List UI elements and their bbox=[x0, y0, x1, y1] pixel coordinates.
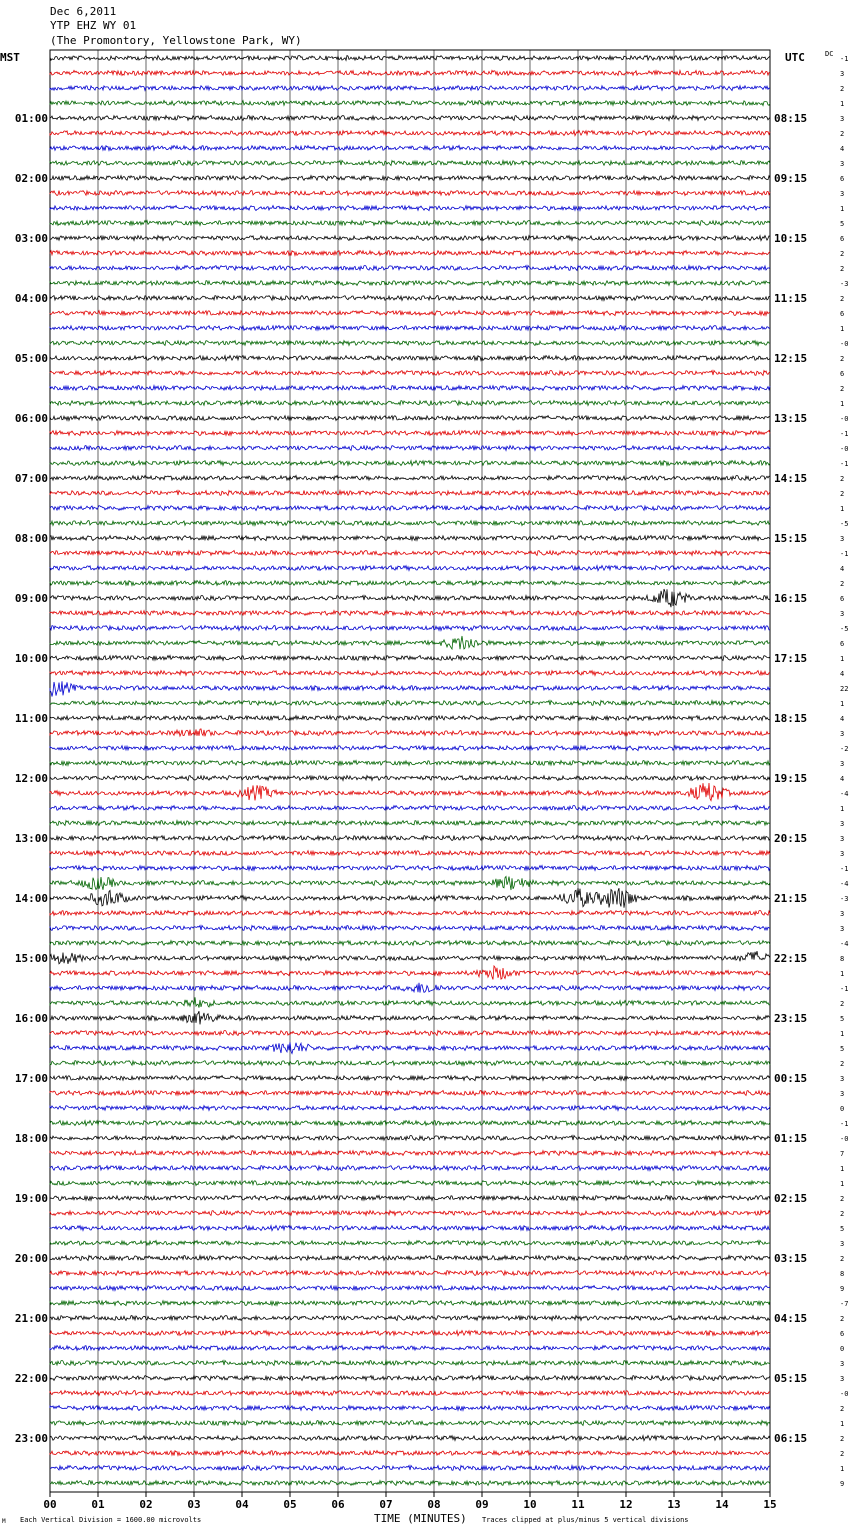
seismic-trace bbox=[50, 116, 770, 121]
dc-offset-label: -1 bbox=[840, 1120, 849, 1128]
seismic-trace bbox=[50, 997, 770, 1007]
mst-hour-label: 10:00 bbox=[14, 652, 48, 665]
mst-hour-label: 19:00 bbox=[14, 1192, 48, 1205]
dc-offset-label: 3 bbox=[840, 70, 845, 78]
utc-hour-label: 22:15 bbox=[774, 952, 808, 965]
seismic-trace bbox=[50, 370, 770, 375]
seismic-trace bbox=[50, 888, 770, 908]
mst-hour-label: 14:00 bbox=[14, 892, 48, 905]
dc-offset-label: 1 bbox=[840, 100, 845, 108]
dc-offset-label: 1 bbox=[840, 1180, 845, 1188]
mst-hour-label: 16:00 bbox=[14, 1012, 48, 1025]
utc-hour-label: 12:15 bbox=[774, 352, 808, 365]
utc-hour-label: 08:15 bbox=[774, 112, 808, 125]
dc-offset-label: 2 bbox=[840, 1195, 845, 1203]
seismic-trace bbox=[50, 416, 770, 421]
seismic-trace bbox=[50, 1011, 770, 1024]
dc-offset-label: 2 bbox=[840, 490, 845, 498]
seismic-trace bbox=[50, 265, 770, 270]
dc-offset-label: -7 bbox=[840, 1300, 849, 1308]
seismic-trace bbox=[50, 851, 770, 856]
seismic-trace bbox=[50, 636, 770, 649]
dc-offset-label: 4 bbox=[840, 715, 845, 723]
seismic-trace bbox=[50, 446, 770, 451]
seismic-trace bbox=[50, 1121, 770, 1126]
seismic-trace bbox=[50, 461, 770, 466]
mst-hour-label: 13:00 bbox=[14, 832, 48, 845]
seismic-trace bbox=[50, 1301, 770, 1306]
seismic-trace bbox=[50, 983, 770, 993]
seismic-trace bbox=[50, 221, 770, 226]
utc-hour-label: 09:15 bbox=[774, 172, 808, 185]
dc-offset-label: 3 bbox=[840, 820, 845, 828]
mst-hour-label: 12:00 bbox=[14, 772, 48, 785]
seismic-trace bbox=[50, 356, 770, 361]
x-tick-label: 14 bbox=[715, 1498, 729, 1511]
mst-axis-title: MST bbox=[0, 51, 20, 64]
dc-offset-label: 1 bbox=[840, 1420, 845, 1428]
x-axis-title: TIME (MINUTES) bbox=[374, 1512, 467, 1525]
dc-offset-label: 3 bbox=[840, 1090, 845, 1098]
dc-offset-label: 3 bbox=[840, 1240, 845, 1248]
dc-offset-label: -4 bbox=[840, 880, 849, 888]
dc-offset-label: 4 bbox=[840, 670, 845, 678]
seismic-trace bbox=[50, 1451, 770, 1456]
seismic-trace bbox=[50, 626, 770, 631]
seismic-trace bbox=[50, 926, 770, 931]
seismic-trace bbox=[50, 536, 770, 541]
mst-hour-label: 23:00 bbox=[14, 1432, 48, 1445]
dc-offset-label: -5 bbox=[840, 625, 849, 633]
dc-offset-label: 2 bbox=[840, 1000, 845, 1008]
seismic-trace bbox=[50, 1061, 770, 1066]
dc-offset-label: 0 bbox=[840, 1105, 845, 1113]
seismic-trace bbox=[50, 1226, 770, 1231]
dc-offset-label: 3 bbox=[840, 1375, 845, 1383]
dc-offset-label: -1 bbox=[840, 460, 849, 468]
seismic-trace bbox=[50, 581, 770, 586]
dc-offset-label: -0 bbox=[840, 445, 849, 453]
mst-hour-label: 04:00 bbox=[14, 292, 48, 305]
seismic-trace bbox=[50, 1091, 770, 1096]
dc-offset-label: 1 bbox=[840, 970, 845, 978]
utc-hour-label: 19:15 bbox=[774, 772, 808, 785]
utc-hour-label: 21:15 bbox=[774, 892, 808, 905]
utc-hour-label: 06:15 bbox=[774, 1432, 808, 1445]
x-tick-label: 08 bbox=[427, 1498, 441, 1511]
dc-offset-label: 3 bbox=[840, 535, 845, 543]
seismic-trace bbox=[50, 386, 770, 391]
dc-offset-label: 2 bbox=[840, 1405, 845, 1413]
dc-offset-label: 2 bbox=[840, 475, 845, 483]
x-tick-label: 09 bbox=[475, 1498, 489, 1511]
dc-offset-label: 2 bbox=[840, 355, 845, 363]
mst-hour-label: 07:00 bbox=[14, 472, 48, 485]
mst-hour-label: 17:00 bbox=[14, 1072, 48, 1085]
seismic-trace bbox=[50, 1406, 770, 1411]
dc-offset-label: 6 bbox=[840, 1330, 845, 1338]
dc-offset-label: 1 bbox=[840, 205, 845, 213]
dc-offset-label: 8 bbox=[840, 955, 845, 963]
seismic-trace bbox=[50, 146, 770, 151]
dc-offset-label: 6 bbox=[840, 235, 845, 243]
x-tick-label: 06 bbox=[331, 1498, 345, 1511]
seismic-trace bbox=[50, 1166, 770, 1171]
x-tick-label: 12 bbox=[619, 1498, 633, 1511]
seismic-trace bbox=[50, 431, 770, 436]
seismic-trace bbox=[50, 236, 770, 241]
seismic-trace bbox=[50, 1106, 770, 1111]
seismic-trace bbox=[50, 1421, 770, 1426]
dc-offset-label: 6 bbox=[840, 595, 845, 603]
seismic-trace bbox=[50, 611, 770, 616]
seismic-trace bbox=[50, 1391, 770, 1396]
dc-offset-label: 2 bbox=[840, 1450, 845, 1458]
x-tick-label: 03 bbox=[187, 1498, 201, 1511]
dc-offset-label: 3 bbox=[840, 1075, 845, 1083]
dc-offset-label: -0 bbox=[840, 415, 849, 423]
dc-offset-label: 4 bbox=[840, 775, 845, 783]
x-tick-label: 07 bbox=[379, 1498, 393, 1511]
dc-offset-label: -1 bbox=[840, 985, 849, 993]
x-tick-label: 05 bbox=[283, 1498, 297, 1511]
scale-note: Each Vertical Division = 1600.00 microvolts bbox=[20, 1516, 202, 1524]
dc-offset-label: 7 bbox=[840, 1150, 845, 1158]
seismic-trace bbox=[50, 281, 770, 286]
dc-offset-label: 1 bbox=[840, 1465, 845, 1473]
mst-hour-label: 06:00 bbox=[14, 412, 48, 425]
seismic-trace bbox=[50, 491, 770, 496]
seismic-trace bbox=[50, 101, 770, 106]
dc-offset-label: 5 bbox=[840, 1015, 845, 1023]
seismic-trace bbox=[50, 951, 770, 964]
mst-hour-label: 15:00 bbox=[14, 952, 48, 965]
seismic-trace bbox=[50, 70, 770, 75]
seismic-trace bbox=[50, 1181, 770, 1186]
seismic-trace bbox=[50, 1346, 770, 1351]
seismic-trace bbox=[50, 1030, 770, 1035]
seismic-trace bbox=[50, 783, 770, 801]
dc-offset-label: 8 bbox=[840, 1270, 845, 1278]
dc-offset-label: 2 bbox=[840, 385, 845, 393]
dc-offset-label: 5 bbox=[840, 1225, 845, 1233]
utc-hour-label: 11:15 bbox=[774, 292, 808, 305]
seismic-trace bbox=[50, 311, 770, 316]
seismic-trace bbox=[50, 56, 770, 61]
dc-offset-label: 1 bbox=[840, 1165, 845, 1173]
x-tick-label: 04 bbox=[235, 1498, 249, 1511]
seismic-trace bbox=[50, 401, 770, 406]
seismic-trace bbox=[50, 191, 770, 196]
dc-offset-label: -1 bbox=[840, 550, 849, 558]
utc-hour-label: 20:15 bbox=[774, 832, 808, 845]
dc-offset-label: -1 bbox=[840, 55, 849, 63]
seismic-trace bbox=[50, 1436, 770, 1441]
x-tick-label: 01 bbox=[91, 1498, 105, 1511]
seismic-trace bbox=[50, 1135, 770, 1140]
dc-offset-label: 1 bbox=[840, 1030, 845, 1038]
dc-offset-label: 3 bbox=[840, 190, 845, 198]
seismic-trace bbox=[50, 326, 770, 331]
dc-offset-label: 2 bbox=[840, 130, 845, 138]
seismic-trace bbox=[50, 910, 770, 915]
dc-offset-label: 1 bbox=[840, 805, 845, 813]
seismic-trace bbox=[50, 1316, 770, 1321]
seismic-trace bbox=[50, 251, 770, 256]
seismic-trace bbox=[50, 700, 770, 705]
mst-hour-label: 02:00 bbox=[14, 172, 48, 185]
utc-hour-label: 00:15 bbox=[774, 1072, 808, 1085]
dc-offset-label: -4 bbox=[840, 790, 849, 798]
mst-hour-label: 22:00 bbox=[14, 1372, 48, 1385]
seismic-trace bbox=[50, 131, 770, 136]
dc-offset-label: -5 bbox=[840, 520, 849, 528]
seismic-trace bbox=[50, 589, 770, 607]
dc-offset-label: -1 bbox=[840, 430, 849, 438]
seismic-trace bbox=[50, 836, 770, 841]
utc-axis-title: UTC bbox=[785, 51, 805, 64]
seismic-trace bbox=[50, 1481, 770, 1486]
dc-offset-label: 9 bbox=[840, 1285, 845, 1293]
seismic-trace bbox=[50, 341, 770, 346]
utc-hour-label: 01:15 bbox=[774, 1132, 808, 1145]
dc-offset-label: 1 bbox=[840, 325, 845, 333]
dc-offset-label: -1 bbox=[840, 865, 849, 873]
mst-hour-label: 01:00 bbox=[14, 112, 48, 125]
seismic-trace bbox=[50, 805, 770, 810]
utc-hour-label: 16:15 bbox=[774, 592, 808, 605]
mst-hour-label: 08:00 bbox=[14, 532, 48, 545]
x-tick-label: 00 bbox=[43, 1498, 57, 1511]
x-tick-label: 10 bbox=[523, 1498, 537, 1511]
seismic-trace bbox=[50, 160, 770, 165]
dc-offset-label: 2 bbox=[840, 1315, 845, 1323]
mst-hour-label: 03:00 bbox=[14, 232, 48, 245]
dc-offset-label: 3 bbox=[840, 610, 845, 618]
dc-offset-label: 2 bbox=[840, 1255, 845, 1263]
seismic-trace bbox=[50, 761, 770, 766]
seismic-trace bbox=[50, 506, 770, 511]
utc-hour-label: 02:15 bbox=[774, 1192, 808, 1205]
location-label: (The Promontory, Yellowstone Park, WY) bbox=[50, 34, 302, 47]
seismic-trace bbox=[50, 176, 770, 181]
station-label: YTP EHZ WY 01 bbox=[50, 19, 137, 32]
utc-hour-label: 15:15 bbox=[774, 532, 808, 545]
seismic-trace bbox=[50, 521, 770, 526]
seismic-trace bbox=[50, 551, 770, 556]
dc-offset-label: 3 bbox=[840, 760, 845, 768]
mst-hour-label: 20:00 bbox=[14, 1252, 48, 1265]
seismic-trace bbox=[50, 1376, 770, 1381]
seismic-trace bbox=[50, 86, 770, 91]
seismic-trace bbox=[50, 746, 770, 751]
dc-offset-label: -4 bbox=[840, 940, 849, 948]
dc-offset-label: 5 bbox=[840, 220, 845, 228]
mst-hour-label: 09:00 bbox=[14, 592, 48, 605]
dc-offset-label: 1 bbox=[840, 700, 845, 708]
dc-offset-label: 3 bbox=[840, 160, 845, 168]
dc-offset-label: -0 bbox=[840, 1390, 849, 1398]
dc-offset-label: -2 bbox=[840, 745, 849, 753]
dc-offset-label: 3 bbox=[840, 925, 845, 933]
seismic-trace bbox=[50, 1151, 770, 1156]
dc-offset-label: -3 bbox=[840, 895, 849, 903]
seismic-trace bbox=[50, 566, 770, 571]
seismic-trace bbox=[50, 656, 770, 661]
dc-offset-label: 4 bbox=[840, 565, 845, 573]
dc-offset-label: 0 bbox=[840, 1345, 845, 1353]
seismic-trace bbox=[50, 776, 770, 781]
seismic-trace bbox=[50, 1360, 770, 1365]
seismic-trace bbox=[50, 1211, 770, 1216]
seismic-trace bbox=[50, 681, 770, 696]
dc-offset-label: 2 bbox=[840, 1210, 845, 1218]
dc-offset-label: 2 bbox=[840, 250, 845, 258]
mst-hour-label: 21:00 bbox=[14, 1312, 48, 1325]
x-tick-label: 02 bbox=[139, 1498, 153, 1511]
seismic-trace bbox=[50, 1240, 770, 1245]
seismic-trace bbox=[50, 1042, 770, 1053]
utc-hour-label: 17:15 bbox=[774, 652, 808, 665]
seismic-trace bbox=[50, 866, 770, 871]
dc-offset-label: 1 bbox=[840, 505, 845, 513]
dc-offset-label: 2 bbox=[840, 1435, 845, 1443]
utc-hour-label: 18:15 bbox=[774, 712, 808, 725]
dc-column-title: DC bbox=[825, 50, 834, 58]
seismic-trace bbox=[50, 296, 770, 301]
seismic-trace bbox=[50, 1286, 770, 1291]
dc-offset-label: 3 bbox=[840, 835, 845, 843]
seismic-trace bbox=[50, 716, 770, 721]
dc-offset-label: 6 bbox=[840, 175, 845, 183]
dc-offset-label: 2 bbox=[840, 1060, 845, 1068]
utc-hour-label: 14:15 bbox=[774, 472, 808, 485]
dc-offset-label: 3 bbox=[840, 115, 845, 123]
dc-offset-label: -0 bbox=[840, 1135, 849, 1143]
seismic-trace bbox=[50, 966, 770, 980]
mst-hour-label: 18:00 bbox=[14, 1132, 48, 1145]
seismic-trace bbox=[50, 821, 770, 826]
seismic-trace bbox=[50, 671, 770, 676]
seismic-trace bbox=[50, 1196, 770, 1201]
dc-offset-label: 3 bbox=[840, 730, 845, 738]
dc-offset-label: 1 bbox=[840, 400, 845, 408]
seismic-trace bbox=[50, 206, 770, 211]
dc-offset-label: 2 bbox=[840, 85, 845, 93]
seismic-trace bbox=[50, 475, 770, 480]
dc-offset-label: 2 bbox=[840, 580, 845, 588]
dc-offset-label: 22 bbox=[840, 685, 849, 693]
dc-offset-label: -3 bbox=[840, 280, 849, 288]
utc-hour-label: 10:15 bbox=[774, 232, 808, 245]
dc-offset-label: 9 bbox=[840, 1480, 845, 1488]
seismic-trace bbox=[50, 877, 770, 891]
seismic-trace bbox=[50, 1256, 770, 1261]
dc-offset-label: 6 bbox=[840, 370, 845, 378]
utc-hour-label: 23:15 bbox=[774, 1012, 808, 1025]
dc-offset-label: 2 bbox=[840, 265, 845, 273]
x-tick-label: 13 bbox=[667, 1498, 681, 1511]
utc-hour-label: 05:15 bbox=[774, 1372, 808, 1385]
x-tick-label: 11 bbox=[571, 1498, 585, 1511]
seismic-trace bbox=[50, 941, 770, 946]
seismic-trace bbox=[50, 1271, 770, 1276]
utc-hour-label: 04:15 bbox=[774, 1312, 808, 1325]
corner-mark: M bbox=[2, 1518, 6, 1525]
dc-offset-label: -0 bbox=[840, 340, 849, 348]
utc-hour-label: 13:15 bbox=[774, 412, 808, 425]
dc-offset-label: 6 bbox=[840, 310, 845, 318]
dc-offset-label: 3 bbox=[840, 910, 845, 918]
dc-offset-label: 6 bbox=[840, 640, 845, 648]
seismic-trace bbox=[50, 1331, 770, 1336]
dc-offset-label: 3 bbox=[840, 850, 845, 858]
seismic-trace bbox=[50, 1465, 770, 1470]
seismic-trace bbox=[50, 1076, 770, 1081]
dc-offset-label: 5 bbox=[840, 1045, 845, 1053]
dc-offset-label: 3 bbox=[840, 1360, 845, 1368]
dc-offset-label: 4 bbox=[840, 145, 845, 153]
mst-hour-label: 11:00 bbox=[14, 712, 48, 725]
seismic-trace bbox=[50, 729, 770, 736]
clip-note: Traces clipped at plus/minus 5 vertical divisions bbox=[482, 1516, 689, 1524]
date-label: Dec 6,2011 bbox=[50, 5, 117, 18]
dc-offset-label: 2 bbox=[840, 295, 845, 303]
dc-offset-label: 1 bbox=[840, 655, 845, 663]
x-tick-label: 15 bbox=[763, 1498, 777, 1511]
utc-hour-label: 03:15 bbox=[774, 1252, 808, 1265]
mst-hour-label: 05:00 bbox=[14, 352, 48, 365]
